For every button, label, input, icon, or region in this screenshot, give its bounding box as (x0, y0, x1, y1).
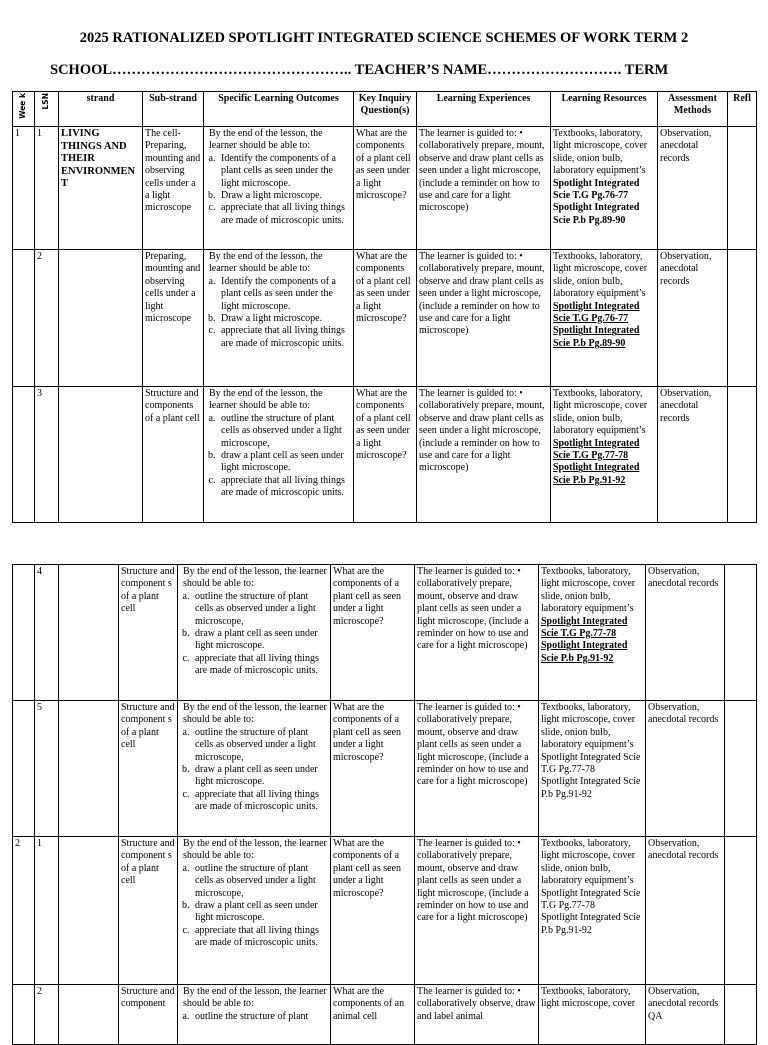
experiences-cell: The learner is guided to: • collaboratively observe, draw and label animal (415, 985, 539, 1045)
inquiry-cell: What are the components of a plant cell as seen under a light microscope? (354, 127, 417, 250)
outcome-item: a. outline the structure of plant cells as observed under a light microscope, (218, 413, 351, 450)
table-row (13, 387, 757, 523)
lsn-cell: 2 (35, 250, 59, 387)
reference-tg: Spotlight Integrated Scie T.G Pg.76-77 (553, 177, 640, 202)
reference-tg: Spotlight Integrated Scie T.G Pg.77-78 (541, 751, 641, 776)
resources-text: Textbooks, laboratory, light microscope, cover slide, onion bulb, laboratory equipment’s (541, 702, 636, 751)
experiences-cell: The learner is guided to: • collaboratively prepare, mount, observe and draw plant cells as seen under a light microscope, (include a reminder on how to use and care for a light microscope) (417, 127, 551, 250)
outcome-item: b. Draw a light microscope. (218, 313, 351, 325)
strand-cell (59, 387, 143, 523)
col-lsn: LSN (35, 92, 59, 127)
reference-pb: Spotlight Integrated Scie P.b Pg.91-92 (541, 776, 641, 800)
assessment-cell: Observation, anecdotal records QA (646, 985, 725, 1045)
substrand-cell: Structure and component (119, 985, 178, 1045)
table-row (13, 985, 757, 1045)
substrand-cell: Structure and component s of a plant cell (119, 565, 178, 701)
outcome-item: a. outline the structure of plant cells as observed under a light microscope, (192, 591, 328, 628)
col-resources: Learning Resources (551, 92, 658, 127)
outcomes-list (180, 1011, 328, 1023)
resources-cell (539, 701, 646, 837)
outcomes-cell (204, 387, 354, 523)
inquiry-cell: What are the components of a plant cell as seen under a light microscope? (354, 250, 417, 387)
week-cell: 1 (13, 127, 35, 250)
resources-text: Textbooks, laboratory, light microscope, cover slide, onion bulb, laboratory equipment’s (541, 566, 636, 615)
outcomes-intro: By the end of the lesson, the learner should be able to: (183, 566, 327, 590)
resources-text: Textbooks, laboratory, light microscope, cover slide, onion bulb, laboratory equipment’s (553, 128, 648, 177)
reference-pb: Spotlight Integrated Scie P.b Pg.89-90 (553, 202, 640, 226)
assessment-cell: Observation, anecdotal records (646, 837, 725, 985)
col-inquiry: Key Inquiry Question(s) (354, 92, 417, 127)
resources-text: Textbooks, laboratory, light microscope, cover slide, onion bulb, laboratory equipment’s (541, 838, 636, 887)
strand-cell (59, 837, 119, 985)
reference-tg: Spotlight Integrated Scie T.G Pg.76-77 (553, 300, 640, 325)
substrand-cell: Structure and component s of a plant cell (119, 701, 178, 837)
outcome-item: c. appreciate that all living things are made of microscopic units. (218, 325, 351, 350)
table-row (13, 701, 757, 837)
col-assessment: Assessment Methods (658, 92, 728, 127)
table-row (13, 250, 757, 387)
outcomes-list (206, 413, 351, 500)
reflection-cell (725, 985, 757, 1045)
experiences-cell: The learner is guided to: • collaboratively prepare, mount, observe and draw plant cells as seen under a light microscope, (include a reminder on how to use and care for a light microscope) (415, 565, 539, 701)
experiences-cell: The learner is guided to: • collaboratively prepare, mount, observe and draw plant cells as seen under a light microscope, (include a reminder on how to use and care for a light microscope) (417, 387, 551, 523)
table-row (13, 565, 757, 701)
assessment-cell: Observation, anecdotal records (658, 387, 728, 523)
week-cell (13, 250, 35, 387)
resources-text: Textbooks, laboratory, light microscope, cover (541, 986, 636, 1010)
outcome-item: a. outline the structure of plant cells as observed under a light microscope, (192, 727, 328, 764)
week-cell (13, 387, 35, 523)
inquiry-cell: What are the components of a plant cell as seen under a light microscope? (354, 387, 417, 523)
strand-cell (59, 985, 119, 1045)
substrand-cell: Structure and components of a plant cell (143, 387, 204, 523)
document-title: 2025 RATIONALIZED SPOTLIGHT INTEGRATED SCIENCE SCHEMES OF WORK TERM 2 (79, 30, 689, 46)
outcome-item: a. outline the structure of plant (192, 1011, 328, 1023)
reference-tg: Spotlight Integrated Scie T.G Pg.77-78 (553, 437, 640, 462)
experiences-cell: The learner is guided to: • collaboratively prepare, mount, observe and draw plant cells as seen under a light microscope, (include a reminder on how to use and care for a light microscope) (415, 837, 539, 985)
table-row (13, 127, 757, 250)
assessment-cell: Observation, anecdotal records (658, 250, 728, 387)
col-week: Wee k (13, 92, 35, 127)
outcome-item: c. appreciate that all living things are made of microscopic units. (192, 789, 328, 814)
outcome-item: a. Identify the components of a plant cells as seen under the light microscope. (218, 276, 351, 313)
week-cell (13, 985, 35, 1045)
substrand-cell: Structure and component s of a plant cell (119, 837, 178, 985)
reflection-cell (725, 837, 757, 985)
outcomes-cell (178, 837, 331, 985)
outcomes-intro: By the end of the lesson, the learner should be able to: (209, 388, 323, 412)
schemes-table-page-1 (12, 91, 757, 523)
assessment-cell: Observation, anecdotal records (646, 701, 725, 837)
reflection-cell (728, 127, 757, 250)
resources-cell (551, 127, 658, 250)
reference-tg: Spotlight Integrated Scie T.G Pg.77-78 (541, 615, 628, 640)
assessment-cell: Observation, anecdotal records (658, 127, 728, 250)
outcome-item: b. draw a plant cell as seen under light microscope. (192, 628, 328, 653)
table-row (13, 837, 757, 985)
reference-pb: Spotlight Integrated Scie P.b Pg.91-92 (541, 912, 641, 936)
outcome-item: b. draw a plant cell as seen under light microscope. (218, 450, 351, 475)
substrand-cell: The cell- Preparing, mounting and observing cells under a a light microscope (143, 127, 204, 250)
week-cell (13, 701, 35, 837)
lsn-cell: 2 (35, 985, 59, 1045)
outcomes-cell (178, 565, 331, 701)
outcomes-intro: By the end of the lesson, the learner should be able to: (209, 128, 323, 152)
inquiry-cell: What are the components of an animal cell (331, 985, 415, 1045)
reflection-cell (725, 565, 757, 701)
reflection-cell (728, 250, 757, 387)
strand-cell: LIVING THINGS AND THEIR ENVIRONMEN T (59, 127, 143, 250)
lsn-cell: 4 (35, 565, 59, 701)
lsn-cell: 1 (35, 837, 59, 985)
outcomes-list (180, 863, 328, 950)
resources-cell (551, 387, 658, 523)
strand-cell (59, 565, 119, 701)
outcome-item: c. appreciate that all living things are made of microscopic units. (192, 653, 328, 678)
col-experiences: Learning Experiences (417, 92, 551, 127)
outcomes-cell (204, 250, 354, 387)
reference-tg: Spotlight Integrated Scie T.G Pg.77-78 (541, 887, 641, 912)
experiences-cell: The learner is guided to: • collaboratively prepare, mount, observe and draw plant cells as seen under a light microscope, (include a reminder on how to use and care for a light microscope) (417, 250, 551, 387)
strand-cell (59, 250, 143, 387)
inquiry-cell: What are the components of a plant cell as seen under a light microscope? (331, 837, 415, 985)
col-strand: strand (59, 92, 143, 127)
outcomes-cell (178, 701, 331, 837)
resources-text: Textbooks, laboratory, light microscope, cover slide, onion bulb, laboratory equipment’s (553, 251, 648, 300)
school-teacher-line: SCHOOL………………………………………….. TEACHER’S NAME………………………. TERM (50, 62, 669, 78)
assessment-cell: Observation, anecdotal records (646, 565, 725, 701)
reference-pb: Spotlight Integrated Scie P.b Pg.91-92 (553, 462, 640, 486)
resources-cell (539, 565, 646, 701)
schemes-table-page-2 (12, 564, 757, 1045)
col-reflection: Refl (728, 92, 757, 127)
outcome-item: a. outline the structure of plant cells as observed under a light microscope, (192, 863, 328, 900)
outcomes-intro: By the end of the lesson, the learner should be able to: (183, 838, 327, 862)
outcome-item: a. Identify the components of a plant cells as seen under the light microscope. (218, 153, 351, 190)
lsn-cell: 3 (35, 387, 59, 523)
inquiry-cell: What are the components of a plant cell as seen under a light microscope? (331, 701, 415, 837)
resources-text: Textbooks, laboratory, light microscope, cover slide, onion bulb, laboratory equipment’s (553, 388, 648, 437)
outcome-item: b. draw a plant cell as seen under light microscope. (192, 900, 328, 925)
outcomes-list (180, 727, 328, 814)
lsn-cell: 5 (35, 701, 59, 837)
resources-cell (551, 250, 658, 387)
strand-cell (59, 701, 119, 837)
outcomes-cell (204, 127, 354, 250)
outcome-item: b. draw a plant cell as seen under light microscope. (192, 764, 328, 789)
col-substrand: Sub-strand (143, 92, 204, 127)
outcomes-list (206, 153, 351, 227)
lsn-cell: 1 (35, 127, 59, 250)
outcome-item: c. appreciate that all living things are made of microscopic units. (218, 202, 351, 227)
reflection-cell (725, 701, 757, 837)
resources-cell (539, 985, 646, 1045)
resources-cell (539, 837, 646, 985)
week-cell: 2 (13, 837, 35, 985)
outcomes-intro: By the end of the lesson, the learner should be able to: (183, 986, 327, 1010)
outcome-item: b. Draw a light microscope. (218, 190, 351, 202)
week-cell (13, 565, 35, 701)
reflection-cell (728, 387, 757, 523)
header-row (13, 92, 757, 127)
outcomes-cell (178, 985, 331, 1045)
outcomes-intro: By the end of the lesson, the learner should be able to: (209, 251, 323, 275)
inquiry-cell: What are the components of a plant cell as seen under a light microscope? (331, 565, 415, 701)
reference-pb: Spotlight Integrated Scie P.b Pg.91-92 (541, 640, 628, 664)
outcomes-list (180, 591, 328, 678)
outcomes-intro: By the end of the lesson, the learner should be able to: (183, 702, 327, 726)
substrand-cell: Preparing, mounting and observing cells under a light microscope (143, 250, 204, 387)
outcomes-list (206, 276, 351, 350)
outcome-item: c. appreciate that all living things are made of microscopic units. (192, 925, 328, 950)
reference-pb: Spotlight Integrated Scie P.b Pg.89-90 (553, 325, 640, 349)
col-outcomes: Specific Learning Outcomes (204, 92, 354, 127)
outcome-item: c. appreciate that all living things are made of microscopic units. (218, 475, 351, 500)
experiences-cell: The learner is guided to: • collaboratively prepare, mount, observe and draw plant cells as seen under a light microscope, (include a reminder on how to use and care for a light microscope) (415, 701, 539, 837)
